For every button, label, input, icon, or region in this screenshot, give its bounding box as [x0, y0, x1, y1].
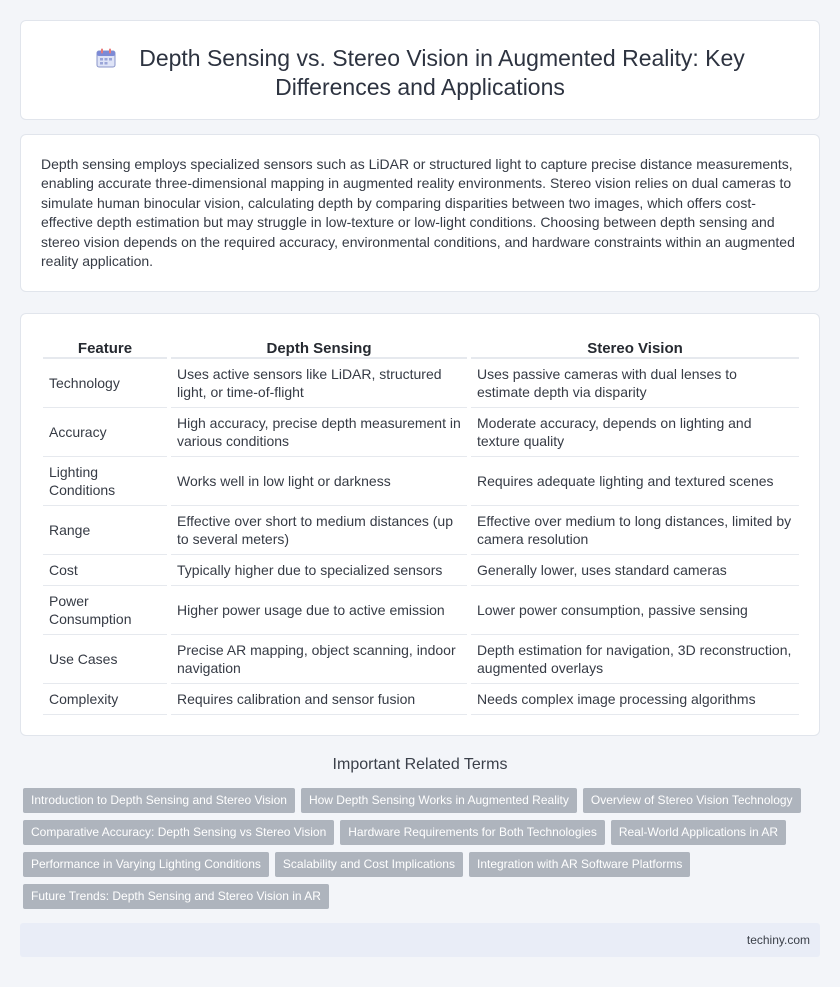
table-row	[43, 456, 799, 505]
intro-card	[20, 134, 820, 292]
feature-cell: Use Cases	[43, 634, 169, 683]
stereo-vision-cell: Needs complex image processing algorithms	[469, 683, 799, 714]
footer	[20, 923, 820, 957]
title-card	[20, 20, 820, 120]
comparison-table	[43, 332, 799, 715]
depth-sensing-cell: Works well in low light or darkness	[169, 456, 469, 505]
related-term-tag[interactable]: Performance in Varying Lighting Conditions	[23, 852, 269, 877]
header-stereo-vision: Stereo Vision	[469, 332, 799, 358]
feature-cell: Range	[43, 505, 169, 554]
table-row	[43, 505, 799, 554]
related-term-tag[interactable]: Introduction to Depth Sensing and Stereo Vision	[23, 788, 295, 813]
comparison-card	[20, 313, 820, 736]
related-term-tag[interactable]: Future Trends: Depth Sensing and Stereo Vision in AR	[23, 884, 329, 909]
related-term-tag[interactable]: How Depth Sensing Works in Augmented Reality	[301, 788, 577, 813]
table-row	[43, 554, 799, 585]
depth-sensing-cell: Higher power usage due to active emission	[169, 585, 469, 634]
intro-paragraph: Depth sensing employs specialized sensors such as LiDAR or structured light to capture precise distance measurements, enabling accurate three-dimensional mapping in augmented reality environments. Stereo vision relies on dual cameras to simulate human binocular vision, calculating depth by comparing disparities between two images, which offers cost-effective depth estimation but may struggle in low-texture or low-light conditions. Choosing between depth sensing and stereo vision depends on the required accuracy, environmental conditions, and hardware constraints within an augmented reality application.	[41, 156, 795, 270]
related-terms-list	[23, 788, 823, 916]
title-line-1: Depth Sensing vs. Stereo Vision in Augmented Reality: Key	[139, 45, 745, 71]
title-line-2: Differences and Applications	[275, 74, 565, 100]
feature-cell: Cost	[43, 554, 169, 585]
stereo-vision-cell: Moderate accuracy, depends on lighting and texture quality	[469, 407, 799, 456]
feature-cell: Technology	[43, 358, 169, 407]
header-feature: Feature	[43, 332, 169, 358]
table-row	[43, 683, 799, 714]
table-row	[43, 358, 799, 407]
depth-sensing-cell: High accuracy, precise depth measurement in various conditions	[169, 407, 469, 456]
stereo-vision-cell: Generally lower, uses standard cameras	[469, 554, 799, 585]
depth-sensing-cell: Precise AR mapping, object scanning, indoor navigation	[169, 634, 469, 683]
header-depth-sensing: Depth Sensing	[169, 332, 469, 358]
feature-cell: Complexity	[43, 683, 169, 714]
depth-sensing-cell: Requires calibration and sensor fusion	[169, 683, 469, 714]
related-term-tag[interactable]: Real-World Applications in AR	[611, 820, 786, 845]
calendar-icon	[95, 47, 117, 69]
table-row	[43, 585, 799, 634]
related-terms-heading: Important Related Terms	[332, 756, 508, 773]
page-title	[61, 44, 779, 102]
stereo-vision-cell: Uses passive cameras with dual lenses to estimate depth via disparity	[469, 358, 799, 407]
feature-cell: Lighting Conditions	[43, 456, 169, 505]
stereo-vision-cell: Depth estimation for navigation, 3D reconstruction, augmented overlays	[469, 634, 799, 683]
related-term-tag[interactable]: Overview of Stereo Vision Technology	[583, 788, 801, 813]
stereo-vision-cell: Lower power consumption, passive sensing	[469, 585, 799, 634]
table-header-row	[43, 332, 799, 358]
stereo-vision-cell: Requires adequate lighting and textured scenes	[469, 456, 799, 505]
related-term-tag[interactable]: Scalability and Cost Implications	[275, 852, 463, 877]
table-row	[43, 407, 799, 456]
table-row	[43, 634, 799, 683]
stereo-vision-cell: Effective over medium to long distances, limited by camera resolution	[469, 505, 799, 554]
footer-site-link[interactable]: techiny.com	[746, 933, 810, 947]
related-term-tag[interactable]: Hardware Requirements for Both Technologies	[340, 820, 605, 845]
feature-cell: Accuracy	[43, 407, 169, 456]
depth-sensing-cell: Typically higher due to specialized sensors	[169, 554, 469, 585]
related-term-tag[interactable]: Integration with AR Software Platforms	[469, 852, 690, 877]
feature-cell: Power Consumption	[43, 585, 169, 634]
related-term-tag[interactable]: Comparative Accuracy: Depth Sensing vs Stereo Vision	[23, 820, 334, 845]
depth-sensing-cell: Effective over short to medium distances (up to several meters)	[169, 505, 469, 554]
depth-sensing-cell: Uses active sensors like LiDAR, structured light, or time-of-flight	[169, 358, 469, 407]
